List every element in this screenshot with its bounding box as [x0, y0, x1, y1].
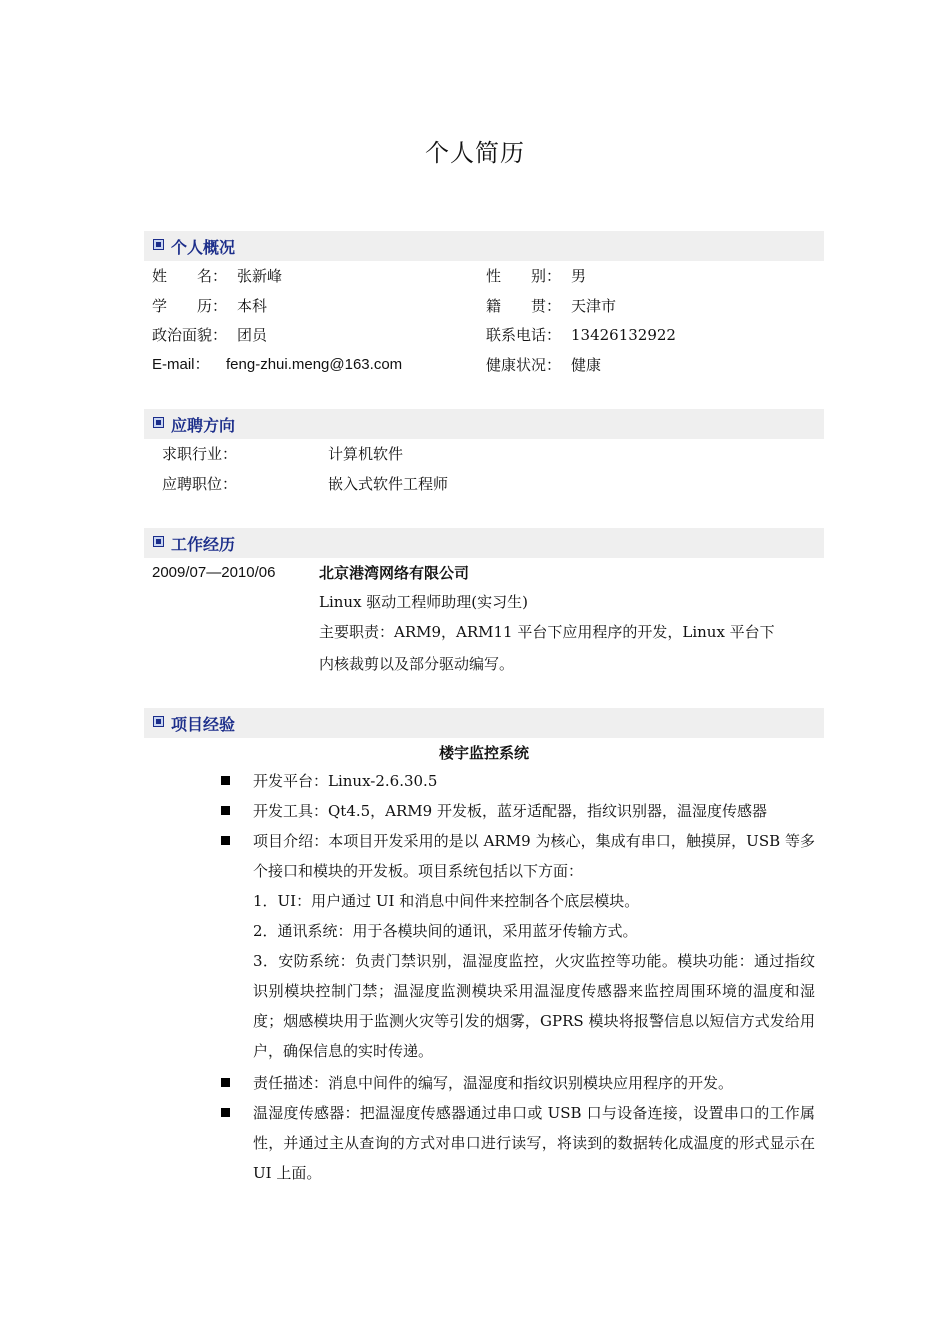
project-item-ui: 1．UI：用户通过 UI 和消息中间件来控制各个底层模块。 [253, 892, 640, 910]
project-tools: 开发工具：Qt4.5，ARM9 开发板，蓝牙适配器，指纹识别器，温湿度传感器 [253, 802, 767, 820]
section-header-work [144, 528, 824, 558]
section-bullet-icon [153, 716, 164, 727]
industry-value: 计算机软件 [328, 445, 404, 463]
phone-value: 13426132922 [571, 326, 676, 344]
origin-value: 天津市 [571, 297, 617, 315]
section-header-profile [144, 231, 824, 261]
project-intro: 项目介绍：本项目开发采用的是以 ARM9 为核心，集成有串口，触摸屏，USB 等多个接口和模块的开发板。项目系统包括以下方面： [253, 832, 815, 880]
work-period: 2009/07—2010/06 [152, 564, 276, 581]
name-label: 姓 名： [152, 267, 228, 285]
square-bullet-icon [221, 776, 230, 785]
email-label: E-mail： [152, 356, 210, 373]
industry-label: 求职行业： [162, 445, 238, 463]
section-header-project [144, 708, 824, 738]
project-item-comm: 2．通讯系统：用于各模块间的通讯，采用蓝牙传输方式。 [253, 922, 638, 940]
work-duty-line2: 内核裁剪以及部分驱动编写。 [319, 655, 515, 673]
page-title: 个人简历 [425, 139, 525, 167]
section-bullet-icon [153, 536, 164, 547]
work-role: Linux 驱动工程师助理(实习生) [319, 593, 529, 611]
section-title: 工作经历 [171, 535, 236, 554]
section-bullet-icon [153, 417, 164, 428]
gender-value: 男 [571, 267, 587, 285]
project-item-security: 3．安防系统：负责门禁识别，温湿度监控，火灾监控等功能。模块功能：通过指纹识别模块控制门禁；温湿度监测模块采用温湿度传感器来监控周围环境的温度和湿度；烟感模块用于监测火灾等引发的烟雾，GPRS 模块将报警信息以短信方式发给用户，确保信息的实时传递。 [253, 952, 815, 1060]
email-value[interactable]: feng-zhui.meng@163.com [226, 356, 403, 373]
political-value: 团员 [237, 326, 268, 344]
origin-label: 籍 贯： [486, 297, 562, 315]
project-platform: 开发平台：Linux-2.6.30.5 [253, 772, 438, 790]
project-name: 楼宇监控系统 [438, 744, 529, 762]
project-sensor: 温湿度传感器：把温湿度传感器通过串口或 USB 口与设备连接，设置串口的工作属性，并通过主从查询的方式对串口进行读写，将读到的数据转化成温度的形式显示在 UI 上面。 [253, 1104, 815, 1182]
section-title: 应聘方向 [171, 416, 236, 435]
education-label: 学 历： [152, 297, 228, 315]
political-label: 政治面貌： [152, 326, 228, 344]
education-value: 本科 [237, 297, 268, 315]
phone-label: 联系电话： [486, 326, 562, 344]
project-responsibility: 责任描述：消息中间件的编写，温湿度和指纹识别模块应用程序的开发。 [253, 1074, 734, 1092]
position-value: 嵌入式软件工程师 [328, 475, 449, 493]
section-bullet-icon [153, 239, 164, 250]
gender-label: 性 别： [486, 267, 562, 285]
square-bullet-icon [221, 806, 230, 815]
section-header-objective [144, 409, 824, 439]
name-value: 张新峰 [237, 267, 283, 285]
section-title: 项目经验 [171, 715, 236, 734]
section-title: 个人概况 [171, 238, 236, 257]
square-bullet-icon [221, 1078, 230, 1087]
health-label: 健康状况： [486, 356, 562, 374]
position-label: 应聘职位： [162, 475, 238, 493]
work-duty-line1: 主要职责：ARM9，ARM11 平台下应用程序的开发，Linux 平台下 [319, 623, 775, 641]
work-company: 北京港湾网络有限公司 [319, 564, 470, 582]
square-bullet-icon [221, 1108, 230, 1117]
square-bullet-icon [221, 836, 230, 845]
health-value: 健康 [571, 356, 602, 374]
